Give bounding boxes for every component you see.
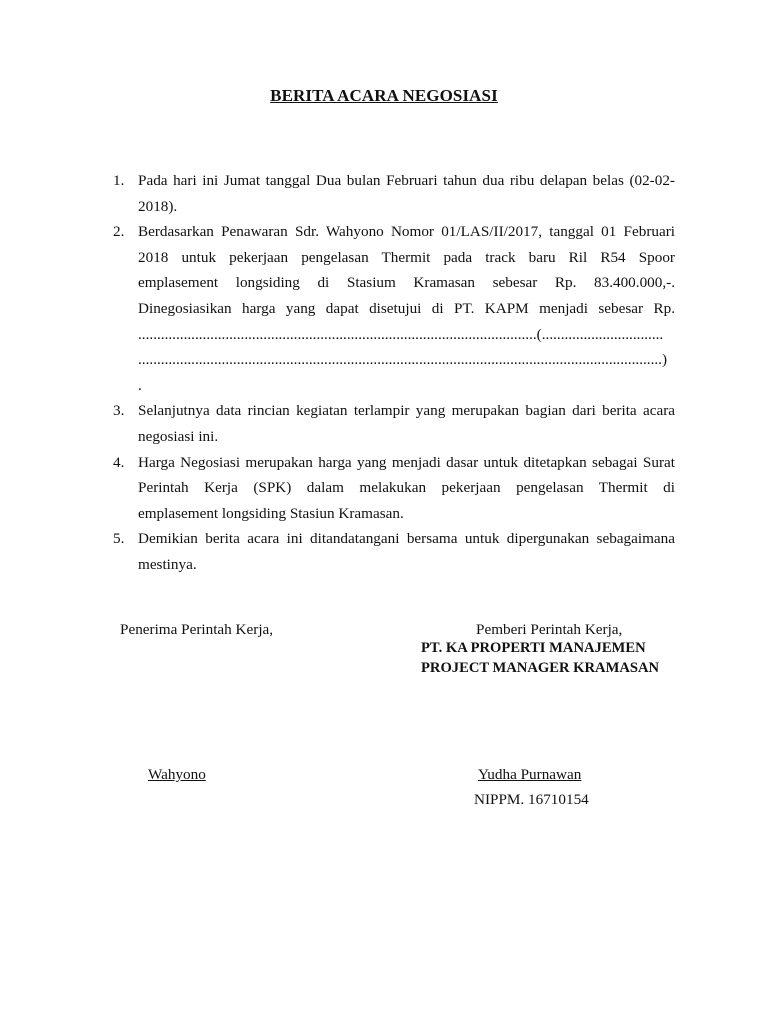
list-number: 1. (113, 172, 125, 189)
text-line: mestinya. (138, 555, 197, 573)
text-line: Dinegosiasikan harga yang dapat disetujui di PT. KAPM menjadi sebesar Rp. (138, 299, 675, 317)
issuer-label: Pemberi Perintah Kerja, (476, 621, 623, 638)
text-line: Selanjutnya data rincian kegiatan terlampir yang merupakan bagian dari berita acara (138, 402, 675, 420)
text-line: Demikian berita acara ini ditandatangani bersama untuk dipergunakan sebagaimana (138, 530, 675, 548)
amount-words-dotted-line: ..........................................................................................................................................) (138, 351, 668, 369)
text-line: Perintah Kerja (SPK) dalam melakukan pekerjaan pengelasan Thermit di (138, 479, 675, 497)
text-line: Pada hari ini Jumat tanggal Dua bulan Februari tahun dua ribu delapan belas (02-02- (138, 172, 675, 189)
list-item-5 (113, 526, 675, 577)
text-line: Harga Negosiasi merupakan harga yang menjadi dasar untuk ditetapkan sebagai Surat (138, 453, 675, 471)
list-text (138, 168, 675, 219)
issuer-name: Yudha Purnawan (478, 766, 582, 783)
list-text (138, 398, 675, 449)
text-line: 2018 untuk pekerjaan pengelasan Thermit pada track baru Ril R54 Spoor (138, 248, 675, 266)
issuer-org-line-2: PROJECT MANAGER KRAMASAN (421, 660, 660, 676)
text-line: emplasement longsiding Stasiun Kramasan. (138, 504, 404, 522)
list-number: 3. (113, 402, 125, 420)
list-text (138, 526, 675, 577)
text-line: . (138, 376, 142, 394)
text-line: negosiasi ini. (138, 427, 219, 445)
list-item-4 (113, 450, 675, 527)
list-item-2 (113, 219, 675, 398)
list-number: 5. (113, 530, 125, 548)
issuer-organization (421, 638, 659, 678)
document-title: BERITA ACARA NEGOSIASI (270, 86, 498, 105)
list-text (138, 219, 675, 398)
issuer-org-line-1: PT. KA PROPERTI MANAJEMEN (421, 640, 646, 656)
text-line: 2018). (138, 197, 178, 215)
recipient-label: Penerima Perintah Kerja, (120, 621, 274, 638)
list-text (138, 450, 675, 527)
list-item-1 (113, 168, 675, 219)
recipient-name: Wahyono (148, 766, 206, 783)
list-item-3 (113, 398, 675, 449)
negotiation-points-list (113, 168, 675, 578)
text-line: emplasement longsiding di Stasium Kramasan sebesar Rp. 83.400.000,-. (138, 274, 675, 292)
issuer-nip: NIPPM. 16710154 (474, 791, 589, 808)
list-number: 4. (113, 453, 125, 471)
text-line: Berdasarkan Penawaran Sdr. Wahyono Nomor 01/LAS/II/2017, tanggal 01 Februari (138, 223, 675, 241)
amount-dotted-line: .........................................................................................................(................................ (138, 325, 664, 343)
list-number: 2. (113, 223, 125, 241)
